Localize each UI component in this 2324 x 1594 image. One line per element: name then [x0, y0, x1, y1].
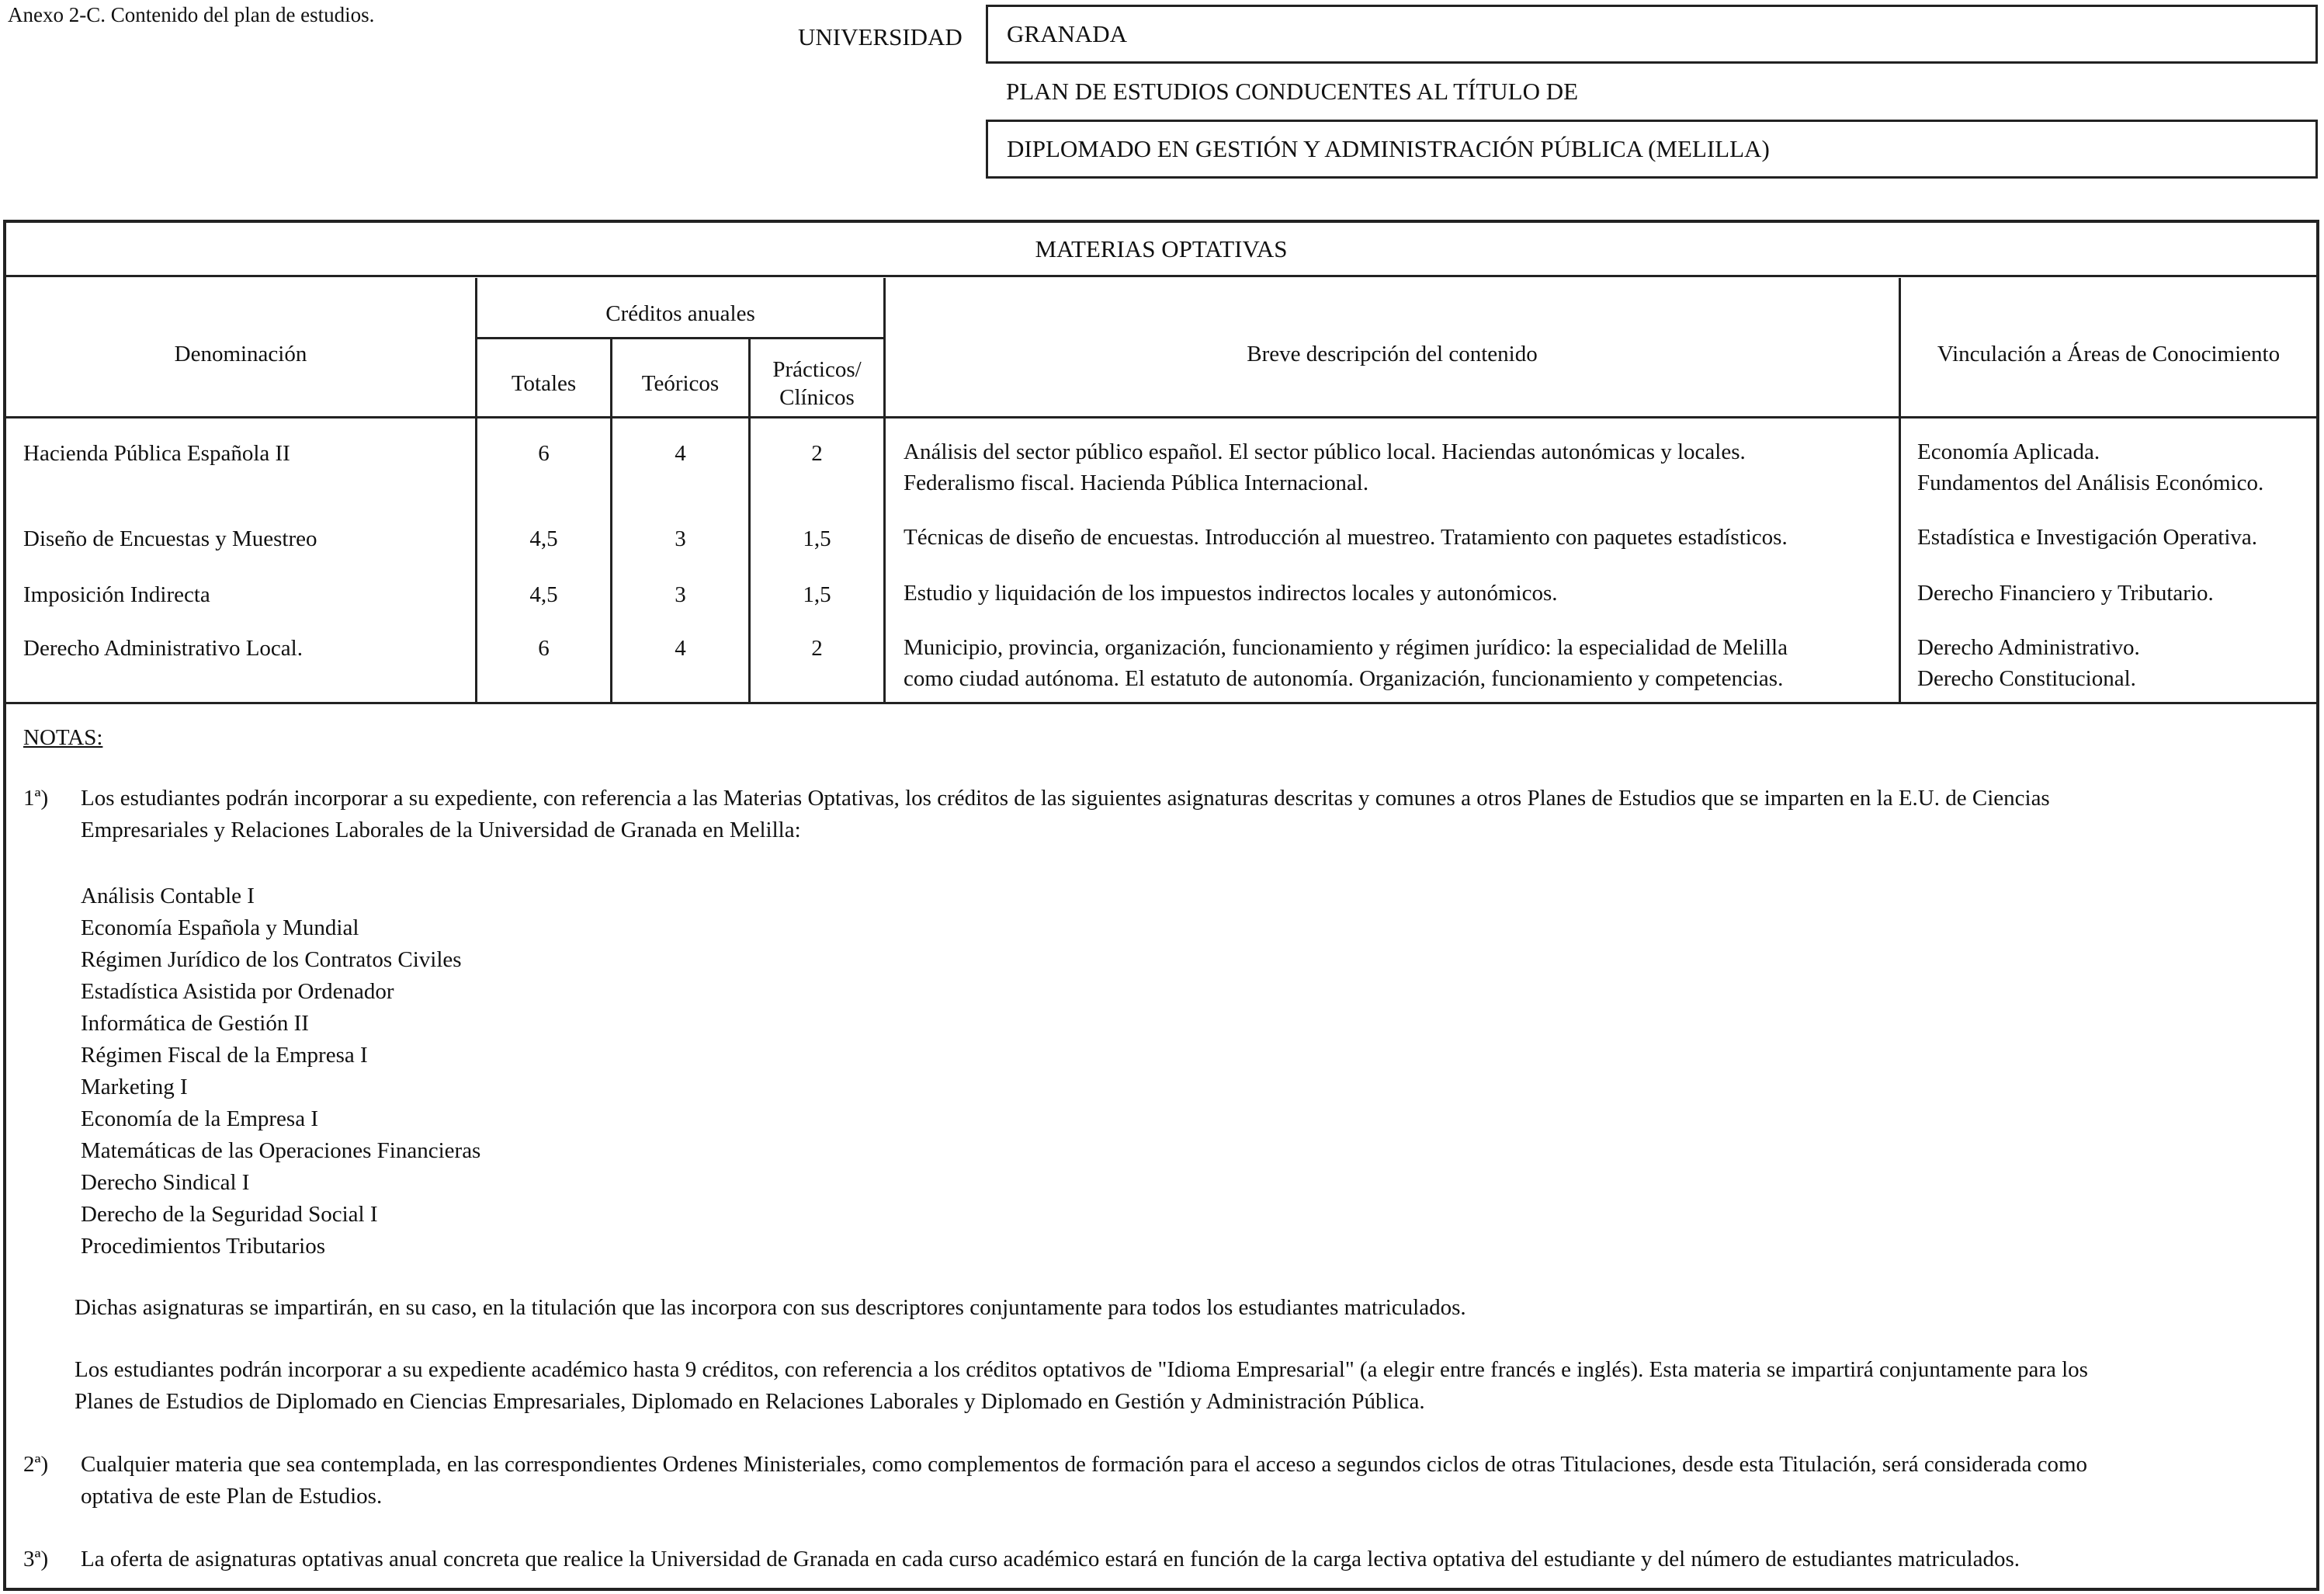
table-row-name: Imposición Indirecta [23, 582, 210, 607]
table-row-theory: 3 [675, 526, 686, 551]
degree-field [986, 120, 2318, 179]
table-row-total: 6 [538, 441, 550, 466]
table-row-desc [904, 436, 1746, 498]
list-item: Derecho Sindical I [81, 1170, 250, 1195]
degree-value: DIPLOMADO EN GESTIÓN Y ADMINISTRACIÓN PÚBLICA (MELILLA) [1007, 135, 1770, 162]
table-row-theory: 3 [675, 582, 686, 607]
table-row-areas [1917, 632, 2140, 694]
table-row-theory: 4 [675, 636, 686, 661]
table-row-total: 6 [538, 636, 550, 661]
table-row-practice: 1,5 [803, 526, 831, 551]
header-practice-line2: Clínicos [779, 385, 855, 410]
list-item: Informática de Gestión II [81, 1011, 309, 1036]
table-row-practice: 2 [811, 441, 823, 466]
row-divider [6, 416, 2316, 418]
note-2-mark: 2ª) [23, 1452, 49, 1477]
list-item: Derecho de la Seguridad Social I [81, 1202, 378, 1227]
annex-title: Anexo 2-C. Contenido del plan de estudios. [8, 3, 375, 26]
table-row-total: 4,5 [529, 526, 558, 551]
university-value: GRANADA [1007, 20, 1127, 47]
list-item: Análisis Contable I [81, 884, 255, 908]
header-credits: Créditos anuales [605, 301, 755, 326]
note-2-text [81, 1449, 2308, 1512]
table-row-area-line: Fundamentos del Análisis Económico. [1917, 471, 2264, 495]
list-item: Marketing I [81, 1075, 188, 1099]
note-1-text [81, 783, 2308, 846]
table-row-desc: Estudio y liquidación de los impuestos indirectos locales y autonómicos. [904, 581, 1558, 606]
list-item: Régimen Jurídico de los Contratos Civiles [81, 947, 462, 972]
note-1-line: Los estudiantes podrán incorporar a su expediente, con referencia a las Materias Optativas, los créditos de las siguientes asignaturas descritas y comunes a otros Planes de Estudios que se imparten en la E.U. de Ciencias [81, 786, 2050, 811]
note-2-line: optativa de este Plan de Estudios. [81, 1484, 383, 1509]
note-1-para2 [75, 1354, 2310, 1418]
note-1-line: Empresariales y Relaciones Laborales de la Universidad de Granada en Melilla: [81, 818, 801, 842]
table-row-practice: 1,5 [803, 582, 831, 607]
list-item: Estadística Asistida por Ordenador [81, 979, 394, 1004]
table-row-desc: Técnicas de diseño de encuestas. Introducción al muestreo. Tratamiento con paquetes estadísticos. [904, 525, 1788, 550]
list-item: Economía Española y Mundial [81, 915, 359, 940]
subject-list [81, 880, 480, 1262]
note-2-line: Cualquier materia que sea contemplada, en las correspondientes Ordenes Ministeriales, como complementos de formación para el acceso a segundos ciclos de otras Titulaciones, desde esta Titulación, será considerada como [81, 1452, 2088, 1477]
table-row-areas [1917, 436, 2263, 498]
table-row-area-line: Derecho Administrativo. [1917, 635, 2140, 660]
list-item: Matemáticas de las Operaciones Financieras [81, 1138, 481, 1163]
table-row-area-line: Economía Aplicada. [1917, 439, 2100, 464]
table-row-practice: 2 [811, 636, 823, 661]
table-row-areas: Estadística e Investigación Operativa. [1917, 525, 2258, 550]
table-row-name: Diseño de Encuestas y Muestreo [23, 526, 317, 551]
table-row-name: Derecho Administrativo Local. [23, 636, 303, 661]
university-label: UNIVERSIDAD [798, 23, 963, 50]
note-1-mark: 1ª) [23, 786, 49, 811]
header-practice-line1: Prácticos/ [772, 357, 862, 382]
header-total: Totales [511, 371, 577, 396]
table-row-desc-line: Federalismo fiscal. Hacienda Pública Internacional. [904, 471, 1369, 495]
note-3-text: La oferta de asignaturas optativas anual concreta que realice la Universidad de Granada en cada curso académico estará en función de la carga lectiva optativa del estudiante y del número de estudiantes matriculados. [81, 1547, 2020, 1571]
plan-label: PLAN DE ESTUDIOS CONDUCENTES AL TÍTULO DE [1006, 78, 1579, 105]
note-1-para1: Dichas asignaturas se impartirán, en su caso, en la titulación que las incorpora con sus descriptores conjuntamente para todos los estudiantes matriculados. [75, 1295, 1466, 1320]
header-name: Denominación [174, 342, 307, 366]
table-row-desc-line: Municipio, provincia, organización, funcionamiento y régimen jurídico: la especialidad de Melilla [904, 635, 1788, 660]
table-row-desc-line: Análisis del sector público español. El sector público local. Haciendas autonómicas y locales. [904, 439, 1746, 464]
table-row-desc [904, 632, 1788, 694]
row-divider [6, 702, 2316, 704]
list-item: Procedimientos Tributarios [81, 1234, 325, 1259]
table-title [6, 223, 2316, 277]
list-item: Régimen Fiscal de la Empresa I [81, 1043, 368, 1068]
notes-title: NOTAS: [23, 725, 103, 750]
note-3-mark: 3ª) [23, 1547, 49, 1571]
table-row-desc-line: como ciudad autónoma. El estatuto de autonomía. Organización, funcionamiento y competencias. [904, 666, 1784, 691]
header-practice [751, 356, 883, 412]
table-row-name: Hacienda Pública Española II [23, 441, 290, 466]
table-row-total: 4,5 [529, 582, 558, 607]
header-areas: Vinculación a Áreas de Conocimiento [1937, 342, 2281, 366]
table-title-text: MATERIAS OPTATIVAS [1035, 234, 1288, 262]
note-1-para2-line: Los estudiantes podrán incorporar a su expediente académico hasta 9 créditos, con referencia a los créditos optativos de "Idioma Empresarial" (a elegir entre francés e inglés). Esta materia se impartirá conjuntamente para los [75, 1357, 2088, 1382]
header-theory: Teóricos [641, 371, 720, 396]
university-field [986, 5, 2318, 64]
table-row-area-line: Derecho Constitucional. [1917, 666, 2136, 691]
list-item: Economía de la Empresa I [81, 1106, 318, 1131]
row-divider [475, 337, 886, 339]
header-description: Breve descripción del contenido [1247, 342, 1538, 366]
note-1-para2-line: Planes de Estudios de Diplomado en Ciencias Empresariales, Diplomado en Relaciones Laborales y Diplomado en Gestión y Administración Pública. [75, 1389, 1425, 1414]
table-row-theory: 4 [675, 441, 686, 466]
table-row-areas: Derecho Financiero y Tributario. [1917, 581, 2214, 606]
